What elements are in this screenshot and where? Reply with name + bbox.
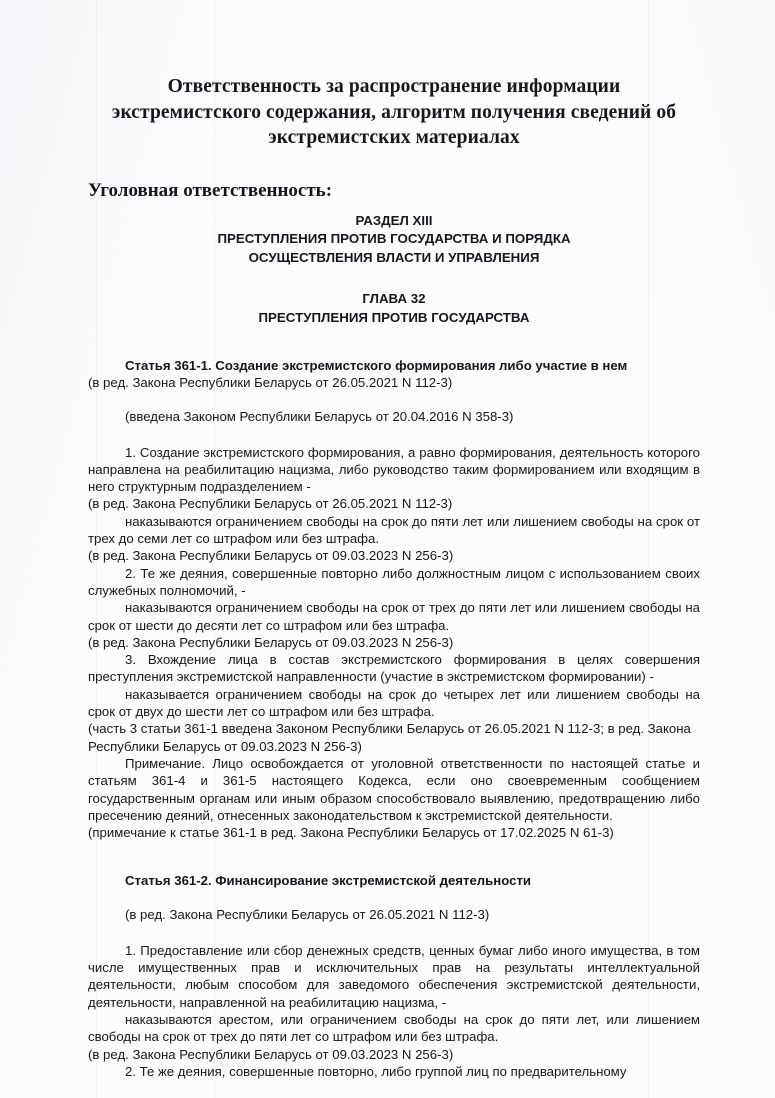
article-361-1-note: Примечание. Лицо освобождается от уголовной ответственности по настоящей статье и статьям 361-4 и 361-5 настоящего Кодекса, если оно своевременным сообщением государственным органам или иным образом способствовало выявлению, предотвращению либо пресечению деяний, отнесенных законодательством к экстремистской деятельности. bbox=[88, 755, 700, 823]
article-361-1-introduced-note: (введена Законом Республики Беларусь от 20.04.2016 N 358-3) bbox=[125, 409, 514, 425]
glava-heading bbox=[88, 267, 700, 327]
document-body bbox=[88, 0, 700, 1080]
article-361-2-ed-note: (в ред. Закона Республики Беларусь от 26.05.2021 N 112-3) bbox=[125, 907, 490, 923]
article-361-1-part-1: 1. Создание экстремистского формирования, а равно формирования, деятельность которого направлена на реабилитацию нацизма, либо руководство таким формированием или входящим в него структурным подразделением - bbox=[88, 444, 700, 495]
article-361-2-part-1: 1. Предоставление или сбор денежных средств, ценных бумаг либо иного имущества, в том числе имущественных прав и исключительных прав на результаты интеллектуальной деятельности, любым способом для заведомого обеспечения экстремистской деятельности, деятельности, направленной на реабилитацию нацизма, - bbox=[88, 942, 700, 1010]
razdel-heading bbox=[88, 202, 700, 268]
article-361-1-ed-note-1: (в ред. Закона Республики Беларусь от 26.05.2021 N 112-3) bbox=[88, 375, 453, 390]
glava-heading-line-2: ПРЕСТУПЛЕНИЯ ПРОТИВ ГОСУДАРСТВА bbox=[258, 309, 530, 325]
page-title-line-3: экстремистских материалах bbox=[268, 127, 520, 148]
razdel-heading-line-1: РАЗДЕЛ XIII bbox=[355, 212, 433, 228]
article-361-1-note-ed: (примечание к статье 361-1 в ред. Закона Республики Беларусь от 17.02.2025 N 61-3) bbox=[88, 825, 614, 841]
article-361-1-part-1-penalty-ed: (в ред. Закона Республики Беларусь от 09.03.2023 N 256-3) bbox=[88, 548, 454, 564]
page-title bbox=[88, 0, 700, 151]
article-361-1-part-1-ed: (в ред. Закона Республики Беларусь от 26.05.2021 N 112-3) bbox=[88, 496, 453, 512]
article-361-2-heading: Статья 361-2. Финансирование экстремистской деятельности bbox=[125, 873, 532, 889]
article-361-1-part-2: 2. Те же деяния, совершенные повторно либо должностным лицом с использованием своих служебных полномочий, - bbox=[88, 565, 700, 598]
article-361-1-part-3-ed: (часть 3 статьи 361-1 введена Законом Республики Беларусь от 26.05.2021 N 112-3; в ред. Закона Республики Беларусь от 09.03.2023 N 256-3) bbox=[88, 721, 691, 754]
article-361-1-part-3-penalty: наказывается ограничением свободы на срок до четырех лет или лишением свободы на срок от двух до шести лет со штрафом или без штрафа. bbox=[88, 686, 700, 720]
section-label-criminal-liability: Уголовная ответственность: bbox=[88, 179, 333, 201]
razdel-heading-line-3: ОСУЩЕСТВЛЕНИЯ ВЛАСТИ И УПРАВЛЕНИЯ bbox=[248, 249, 540, 265]
page-title-line-2: экстремистского содержания, алгоритм получения сведений об bbox=[111, 101, 677, 123]
article-361-2-part-1-penalty-ed: (в ред. Закона Республики Беларусь от 09.03.2023 N 256-3) bbox=[88, 1046, 454, 1062]
page-title-line-1: Ответственность за распространение информации bbox=[167, 76, 621, 97]
article-361-1-part-1-penalty: наказываются ограничением свободы на срок до пяти лет или лишением свободы на срок от трех до семи лет со штрафом или без штрафа. bbox=[88, 513, 700, 547]
article-361-2-part-2: 2. Те же деяния, совершенные повторно, либо группой лиц по предварительному bbox=[125, 1063, 627, 1079]
article-361-1-part-2-penalty-ed: (в ред. Закона Республики Беларусь от 09.03.2023 N 256-3) bbox=[88, 634, 454, 650]
article-361-1-part-2-penalty: наказываются ограничением свободы на срок от трех до пяти лет или лишением свободы на срок от шести до десяти лет со штрафом или без штрафа. bbox=[88, 600, 700, 633]
razdel-heading-line-2: ПРЕСТУПЛЕНИЯ ПРОТИВ ГОСУДАРСТВА И ПОРЯДКА bbox=[217, 231, 571, 246]
glava-heading-line-1: ГЛАВА 32 bbox=[362, 291, 426, 306]
article-361-1-part-3: 3. Вхождение лица в состав экстремистского формирования в целях совершения преступления экстремистской направленности (участие в экстремистском формировании) - bbox=[88, 652, 700, 685]
article-361-1-heading: Статья 361-1. Создание экстремистского формирования либо участие в нем bbox=[125, 358, 628, 373]
article-361-2-part-1-penalty: наказываются арестом, или ограничением свободы на срок до пяти лет, или лишением свободы на срок от трех до пяти лет со штрафом или без штрафа. bbox=[88, 1011, 700, 1045]
